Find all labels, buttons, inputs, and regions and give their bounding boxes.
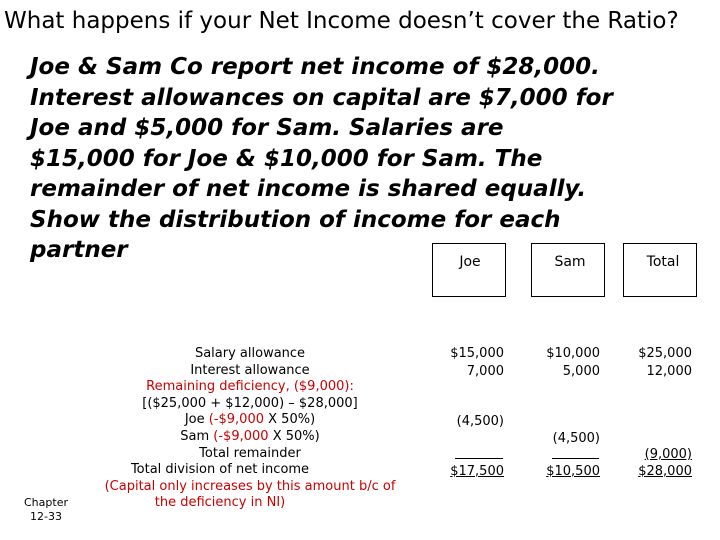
joe-salary-value: $15,000: [450, 346, 504, 361]
problem-line: Interest allowances on capital are $7,000 for: [30, 84, 613, 111]
joe-share-amount: (-$9,000: [208, 412, 269, 428]
label-capital-note: (Capital only increases by this amount b/c of: [104, 478, 396, 494]
sam-sum-rule: [552, 458, 599, 459]
joe-sum-rule: [455, 458, 503, 459]
sam-total-value: $10,500: [546, 464, 600, 479]
sam-share-amount: (-$9,000: [213, 428, 273, 444]
problem-line: Show the distribution of income for each: [30, 206, 561, 233]
label-salary-allowance: Salary allowance: [194, 346, 306, 361]
total-salary-value: $25,000: [638, 346, 692, 361]
sam-salary-value: $10,000: [546, 346, 600, 361]
chapter-label: Chapter: [24, 496, 68, 509]
joe-share-suffix: X 50%): [268, 412, 316, 428]
sam-share-prefix: Sam: [180, 428, 214, 444]
problem-line: partner: [30, 237, 128, 263]
distribution-labels: [90, 346, 410, 512]
column-header-joe: Joe: [459, 254, 481, 270]
chapter-reference: [22, 496, 70, 524]
joe-deficiency-share: (4,500): [456, 414, 504, 429]
label-capital-note-cont: the deficiency in NI): [154, 495, 286, 511]
total-interest-value: 12,000: [646, 364, 692, 379]
joe-header-box: [432, 243, 506, 297]
chapter-number: 12-33: [30, 510, 62, 523]
joe-share-prefix: Joe: [184, 412, 209, 428]
grand-total-value: $28,000: [638, 464, 692, 479]
sam-header-box: [531, 243, 605, 297]
joe-interest-value: 7,000: [466, 364, 504, 379]
label-interest-allowance: Interest allowance: [190, 362, 310, 378]
column-header-sam: Sam: [554, 254, 586, 270]
problem-line: Joe and $5,000 for Sam. Salaries are: [30, 115, 504, 141]
problem-line: $15,000 for Joe & $10,000 for Sam. The: [30, 145, 543, 172]
sam-deficiency-share: (4,500): [552, 431, 600, 446]
problem-line: Joe & Sam Co report net income of $28,000.: [30, 54, 600, 80]
label-deficiency-formula: [($25,000 + $12,000) – $28,000]: [142, 395, 358, 411]
problem-statement: [30, 52, 650, 266]
joe-total-value: $17,500: [450, 464, 504, 479]
label-remaining-deficiency: Remaining deficiency, ($9,000):: [146, 379, 354, 395]
column-header-total: Total: [646, 254, 680, 270]
sam-interest-value: 5,000: [562, 364, 600, 379]
problem-line: remainder of net income is shared equally.: [30, 176, 587, 202]
label-total-remainder: Total remainder: [199, 445, 301, 461]
total-header-box: [623, 243, 697, 297]
label-joe-share: [90, 412, 410, 429]
total-remainder-value: (9,000): [644, 447, 692, 462]
sam-share-suffix: X 50%): [272, 428, 320, 444]
label-sam-share: [90, 429, 410, 446]
label-total-division: Total division of net income: [130, 462, 310, 478]
slide-title: What happens if your Net Income doesn’t cover the Ratio?: [4, 8, 679, 34]
